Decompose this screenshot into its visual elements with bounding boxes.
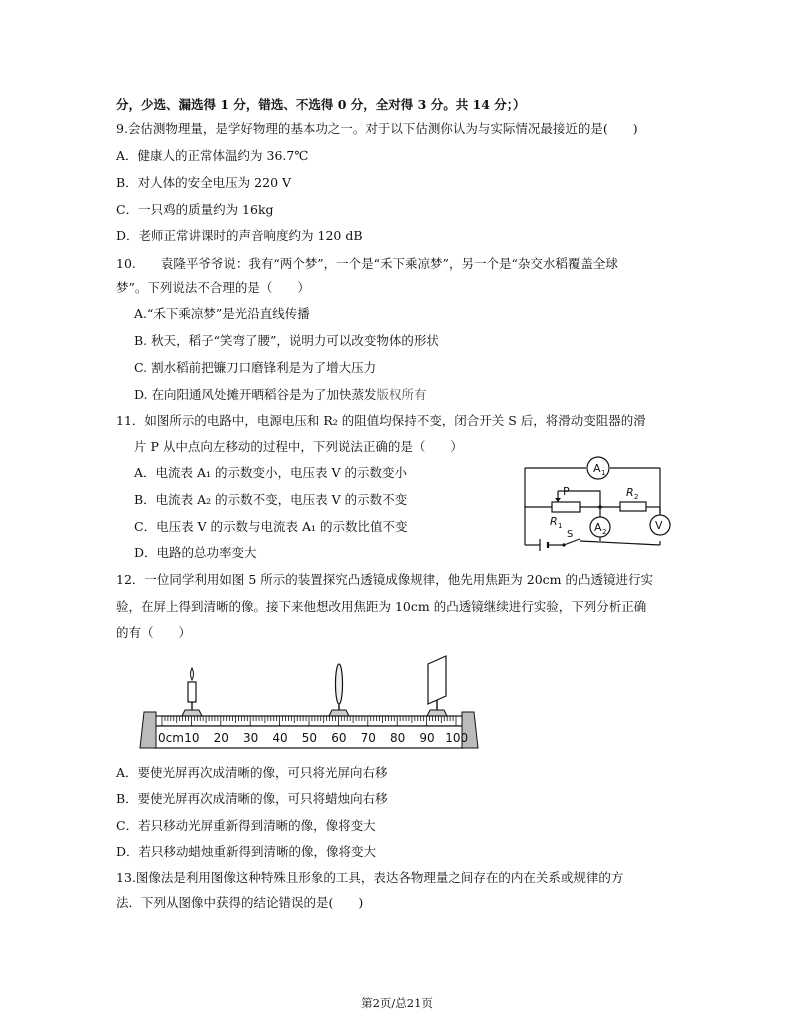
r1-label: R xyxy=(550,515,558,528)
candle xyxy=(188,668,196,710)
question-10-option-c: C. 割水稻前把镰刀口磨锋利是为了增大压力 xyxy=(134,360,377,375)
question-9-option-c: C．一只鸡的质量约为 16kg xyxy=(116,202,274,217)
ammeter-a2-label: A xyxy=(594,521,602,534)
ruler-label: 60 xyxy=(331,731,347,745)
question-10-option-a: A.“禾下乘凉梦”是光沿直线传播 xyxy=(134,306,310,321)
slider-p-label: P xyxy=(563,485,570,498)
ruler-label: 100 xyxy=(445,731,469,745)
question-11-option-b: B．电流表 A₂ 的示数不变，电压表 V 的示数不变 xyxy=(134,492,408,507)
r1-sub: 1 xyxy=(558,522,563,530)
question-12-option-a: A．要使光屏再次成清晰的像，可只将光屏向右移 xyxy=(116,765,388,780)
r2-label: R xyxy=(626,486,634,499)
question-11-option-a: A．电流表 A₁ 的示数变小，电压表 V 的示数变小 xyxy=(134,465,407,480)
question-9-option-a: A．健康人的正常体温约为 36.7℃ xyxy=(116,148,309,163)
ruler-label: 40 xyxy=(272,731,288,745)
question-11-option-c: C．电压表 V 的示数与电流表 A₁ 的示数比值不变 xyxy=(134,519,408,534)
question-12-option-c: C．若只移动光屏重新得到清晰的像，像将变大 xyxy=(116,818,376,833)
question-10-option-d xyxy=(134,387,427,403)
question-12-stem-line1: 12．一位同学利用如图 5 所示的装置探究凸透镜成像规律，他先用焦距为 20cm 的凸透镜进行实 xyxy=(116,572,654,587)
ruler-label: 70 xyxy=(360,731,376,745)
page-footer: 第2页/总21页 xyxy=(361,996,433,1010)
voltmeter-label: V xyxy=(655,519,663,532)
question-12-stem-line2: 验，在屏上得到清晰的像。接下来他想改用焦距为 10cm 的凸透镜继续进行实验，下列分析正确 xyxy=(116,599,647,614)
question-12-option-b: B．要使光屏再次成清晰的像，可只将蜡烛向右移 xyxy=(116,791,388,806)
ammeter-a2-sub: 2 xyxy=(602,528,607,536)
ruler-label: 50 xyxy=(301,731,318,745)
ruler-label: 30 xyxy=(243,731,259,745)
question-13-stem-line1: 13.图像法是利用图像这种特殊且形象的工具，表达各物理量之间存在的内在关系或规律的方 xyxy=(116,870,624,885)
ruler-label: 20 xyxy=(213,731,229,745)
ammeter-a1-label: A xyxy=(593,462,601,475)
option-d-text: D. 在向阳通风处摊开晒稻谷是为了加快蒸发 xyxy=(134,387,377,402)
question-10-stem-line2: 梦”。下列说法不合理的是（ ） xyxy=(116,280,310,295)
watermark-text: 版权所有 xyxy=(376,387,427,402)
ruler-label: 10 xyxy=(184,731,200,745)
convex-lens xyxy=(336,664,343,704)
ruler-label: 90 xyxy=(419,731,435,745)
circuit-diagram xyxy=(520,455,690,555)
question-11-stem-line1: 11．如图所示的电路中，电源电压和 R₂ 的阻值均保持不变，闭合开关 S 后，将滑动变阻器的滑 xyxy=(116,413,646,428)
ruler-label: 80 xyxy=(390,731,406,745)
question-12-option-d: D．若只移动蜡烛重新得到清晰的像，像将变大 xyxy=(116,844,377,859)
ammeter-a1-sub: 1 xyxy=(601,469,606,477)
header-line: 分，少选、漏选得 1 分，错选、不选得 0 分，全对得 3 分。共 14 分；） xyxy=(116,97,526,112)
question-12-stem-line3: 的有（ ） xyxy=(116,625,192,640)
question-10-option-b: B. 秋天，稻子“笑弯了腰”，说明力可以改变物体的形状 xyxy=(134,333,439,348)
optical-bench-diagram xyxy=(140,652,490,752)
ruler-label: 0cm xyxy=(158,731,184,745)
question-11-stem-line2: 片 P 从中点向左移动的过程中，下列说法正确的是（ ） xyxy=(134,439,463,454)
switch-s-label: S xyxy=(567,529,574,540)
question-9-option-b: B．对人体的安全电压为 220 V xyxy=(116,175,292,190)
question-13-stem-line2: 法．下列从图像中获得的结论错误的是( ) xyxy=(116,895,364,910)
question-9-stem: 9.会估测物理量，是学好物理的基本功之一。对于以下估测你认为与实际情况最接近的是( ) xyxy=(116,121,638,136)
question-9-option-d: D．老师正常讲课时的声音响度约为 120 dB xyxy=(116,228,363,243)
r2-sub: 2 xyxy=(634,493,639,501)
light-screen xyxy=(428,656,446,704)
question-11-option-d: D．电路的总功率变大 xyxy=(134,545,257,560)
question-10-stem-line1: 10. 袁隆平爷爷说：我有“两个梦”，一个是“禾下乘凉梦”，另一个是“杂交水稻覆盖全球 xyxy=(116,256,618,271)
